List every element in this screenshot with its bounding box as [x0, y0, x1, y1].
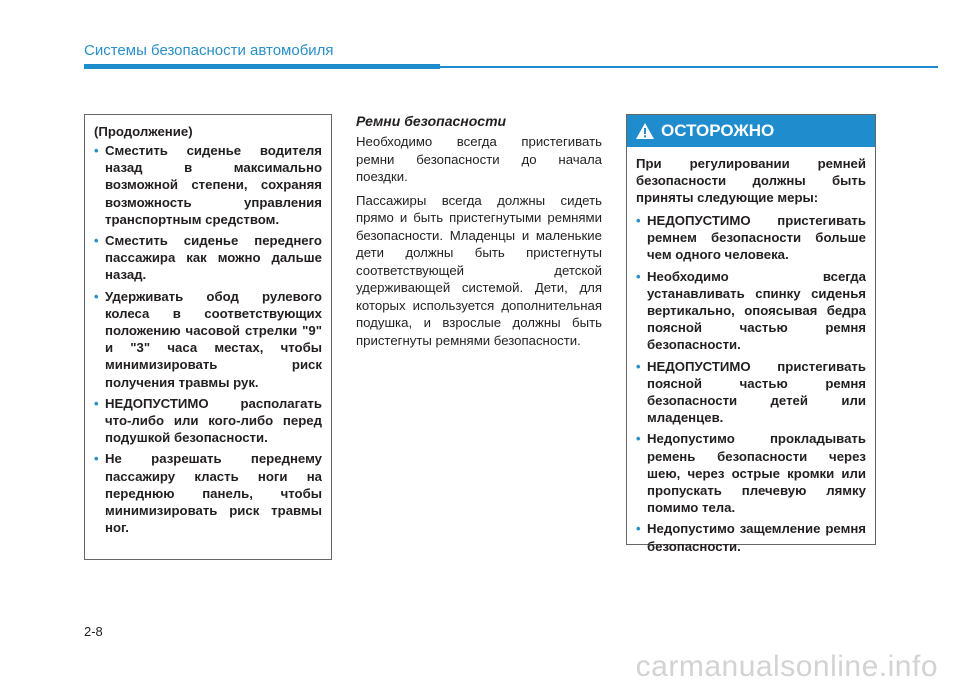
warning-triangle-icon: [636, 123, 654, 139]
warning-header: [627, 115, 875, 147]
section-title: Системы безопасности автомобиля: [84, 42, 334, 59]
list-item: • Удерживать обод рулевого колеса в соответствующих положению часовой стрелки "9" и "3" часа местах, чтобы минимизировать риск получения травмы рук.: [94, 288, 322, 390]
list-item: • Необходимо всегда устанавливать спинку сиденья вертикально, опоясывая бедра поясной частью ремня безопасности.: [636, 268, 866, 353]
bullet-icon: •: [94, 233, 99, 249]
warning-title: ОСТОРОЖНО: [661, 121, 775, 140]
warning-list: [636, 212, 866, 555]
warning-intro: При регулировании ремней безопасности должны быть приняты следующие меры:: [636, 156, 866, 205]
warning-body: [627, 147, 875, 565]
bullet-icon: •: [94, 395, 99, 411]
paragraph: Пассажиры всегда должны сидеть прямо и быть пристегнутыми ремнями безопасности. Младенцы и маленькие дети должны быть пристегнуты соответствующей детской удерживающей системой. Дети, для которых используется дополнительная подушка, и взрослые должны быть пристегнуты ремнями безопасности.: [356, 192, 602, 348]
page-number: 2-8: [84, 624, 103, 639]
bullet-icon: •: [636, 358, 641, 374]
header-rule-thick: [84, 64, 440, 69]
header-rule-thin: [440, 66, 938, 68]
paragraph: Необходимо всегда пристегивать ремни безопасности до начала поездки.: [356, 134, 602, 184]
bullet-icon: •: [636, 268, 641, 284]
continuation-list: [94, 142, 322, 536]
continuation-box: [84, 114, 332, 560]
bullet-icon: •: [94, 143, 99, 158]
seatbelt-section: [356, 112, 602, 355]
bullet-icon: •: [636, 431, 641, 447]
bullet-icon: •: [94, 288, 99, 304]
warning-box: [626, 114, 876, 554]
list-item: • НЕДОПУСТИМО располагать что-либо или кого-либо перед подушкой безопасности.: [94, 395, 322, 446]
continuation-label: (Продолжение): [94, 124, 193, 139]
list-item: • Недопустимо защемление ремня безопасности.: [636, 521, 866, 554]
seatbelt-heading: Ремни безопасности: [356, 113, 507, 129]
list-item: • Сместить сиденье водителя назад в максимально возможной степени, сохраняя возможность управления транспортным средством.: [94, 143, 322, 227]
list-item: • НЕДОПУСТИМО пристегивать ремнем безопасности больше чем одного человека.: [636, 213, 866, 263]
list-item: • Не разрешать переднему пассажиру класть ноги на переднюю панель, чтобы минимизировать риск травмы ног.: [94, 451, 322, 536]
watermark: carmanualsonline.info: [635, 650, 938, 683]
bullet-icon: •: [636, 213, 641, 228]
bullet-icon: •: [94, 451, 99, 467]
list-item: • НЕДОПУСТИМО пристегивать поясной частью ремня безопасности детей или младенцев.: [636, 358, 866, 426]
list-item: • Недопустимо прокладывать ремень безопасности через шею, через острые кромки или пропускать плечевую лямку помимо тела.: [636, 431, 866, 516]
bullet-icon: •: [636, 521, 641, 537]
list-item: • Сместить сиденье переднего пассажира как можно дальше назад.: [94, 233, 322, 283]
